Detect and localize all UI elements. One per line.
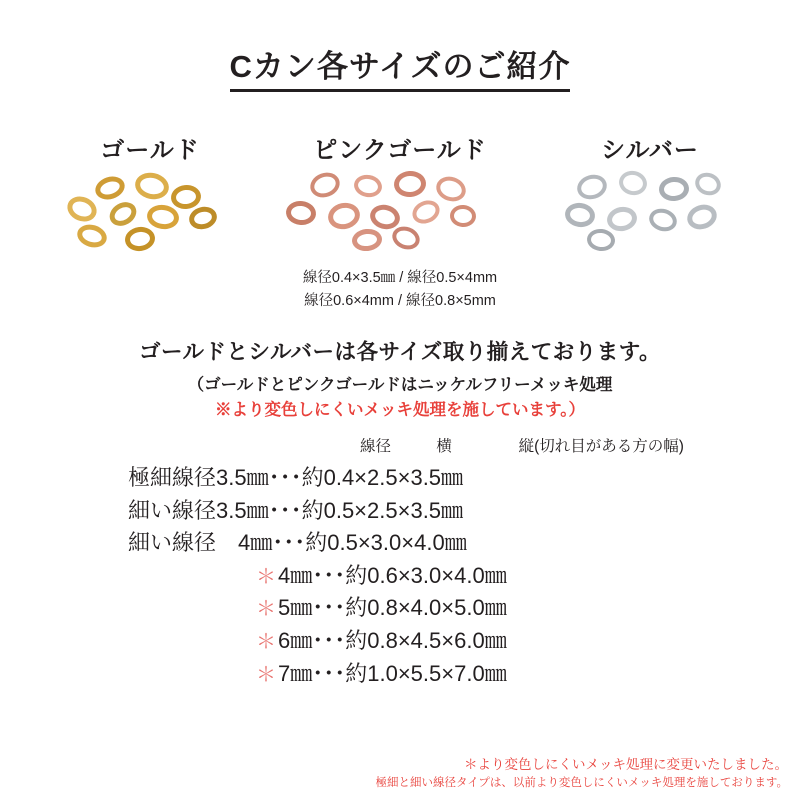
- row-value: ･･･約1.0×5.5×7.0㎜: [312, 660, 507, 686]
- asterisk-icon: ＊: [256, 565, 276, 588]
- column-header-width: 横: [436, 438, 452, 456]
- wire-size-specs: [0, 267, 800, 312]
- jump-ring-icon: [433, 173, 469, 205]
- note-availability: ゴールドとシルバーは各サイズ取り揃えております。: [138, 340, 662, 365]
- jump-ring-icon: [92, 173, 127, 203]
- ring-photo-silver: [543, 171, 758, 261]
- color-variant-pink-gold: [258, 130, 543, 261]
- color-label-pink-gold: ピンクゴールド: [313, 137, 487, 165]
- asterisk-icon: ＊: [256, 663, 276, 686]
- jump-ring-icon: [186, 204, 218, 232]
- jump-ring-icon: [352, 173, 383, 200]
- wire-size-spec-line: 線径0.4×3.5㎜ / 線径0.5×4mm: [302, 270, 498, 287]
- table-row: [128, 592, 800, 625]
- jump-ring-icon: [605, 205, 639, 234]
- jump-ring-icon: [646, 206, 679, 235]
- column-header-wire-diameter: 線径: [360, 438, 392, 456]
- row-label: 5㎜: [278, 595, 313, 621]
- row-label: 細い線径3.5㎜: [128, 497, 269, 523]
- row-label: 7㎜: [278, 660, 313, 686]
- color-label-gold: ゴールド: [100, 137, 200, 165]
- footer-notes: [375, 755, 788, 793]
- row-label: 6㎜: [278, 627, 313, 653]
- row-value: ･･･約0.8×4.5×6.0㎜: [312, 627, 507, 653]
- column-header-height: 縦(切れ目がある方の幅): [518, 438, 684, 456]
- jump-ring-icon: [574, 172, 609, 203]
- jump-ring-icon: [449, 204, 476, 228]
- jump-ring-icon: [658, 176, 690, 202]
- jump-ring-icon: [408, 196, 443, 227]
- jump-ring-icon: [350, 228, 382, 253]
- color-variant-silver: [543, 130, 758, 261]
- ring-photo-pink-gold: [258, 171, 543, 261]
- notes-block: [0, 338, 800, 420]
- page-title-area: [0, 0, 800, 92]
- jump-ring-icon: [105, 198, 140, 231]
- jump-ring-icon: [132, 170, 171, 203]
- jump-ring-icon: [585, 228, 615, 253]
- row-label: 細い線径 4㎜: [128, 530, 273, 556]
- ring-photo-gold: [43, 171, 258, 261]
- jump-ring-icon: [74, 221, 109, 250]
- jump-ring-icon: [63, 192, 100, 225]
- jump-ring-icon: [684, 201, 720, 233]
- jump-ring-icon: [145, 203, 180, 231]
- page-title: Cカン各サイズのご紹介: [230, 48, 571, 92]
- jump-ring-icon: [393, 170, 427, 198]
- jump-ring-icon: [306, 169, 342, 202]
- footer-line-2: 極細と細い線径タイプは、以前より変色しにくいメッキ処理を施しております。: [375, 776, 788, 789]
- row-value: ･･･約0.5×2.5×3.5㎜: [268, 497, 464, 523]
- table-row: [128, 495, 800, 528]
- jump-ring-icon: [692, 169, 724, 199]
- color-variants: [0, 130, 800, 261]
- jump-ring-icon: [325, 200, 362, 232]
- table-row: [128, 658, 800, 691]
- wire-size-spec-line: 線径0.6×4mm / 線径0.8×5mm: [304, 292, 496, 309]
- note-plating-warning: ※より変色しにくいメッキ処理を施しています。）: [215, 401, 585, 420]
- jump-ring-icon: [284, 200, 316, 227]
- row-value: ･･･約0.6×3.0×4.0㎜: [312, 562, 507, 588]
- table-row: [128, 462, 800, 495]
- jump-ring-icon: [123, 225, 156, 253]
- row-label: 4㎜: [278, 562, 313, 588]
- size-table-header: [0, 434, 800, 456]
- jump-ring-icon: [169, 184, 201, 211]
- table-row: [128, 625, 800, 658]
- size-table-rows: [0, 462, 800, 690]
- table-row: [128, 560, 800, 593]
- asterisk-icon: ＊: [256, 598, 276, 621]
- row-value: ･･･約0.5×3.0×4.0㎜: [272, 530, 467, 556]
- row-label: 極細線径3.5㎜: [128, 465, 269, 491]
- asterisk-icon: ＊: [256, 630, 276, 653]
- color-variant-gold: [43, 130, 258, 261]
- color-label-silver: シルバー: [601, 137, 699, 165]
- note-nickel-free: （ゴールドとピンクゴールドはニッケルフリーメッキ処理: [187, 376, 613, 395]
- row-value: ･･･約0.4×2.5×3.5㎜: [268, 465, 464, 491]
- jump-ring-icon: [563, 201, 596, 229]
- jump-ring-icon: [616, 169, 648, 198]
- table-row: [128, 527, 800, 560]
- footer-line-1: ＊より変色しにくいメッキ処理に変更いたしました。: [464, 756, 788, 772]
- row-value: ･･･約0.8×4.0×5.0㎜: [312, 595, 507, 621]
